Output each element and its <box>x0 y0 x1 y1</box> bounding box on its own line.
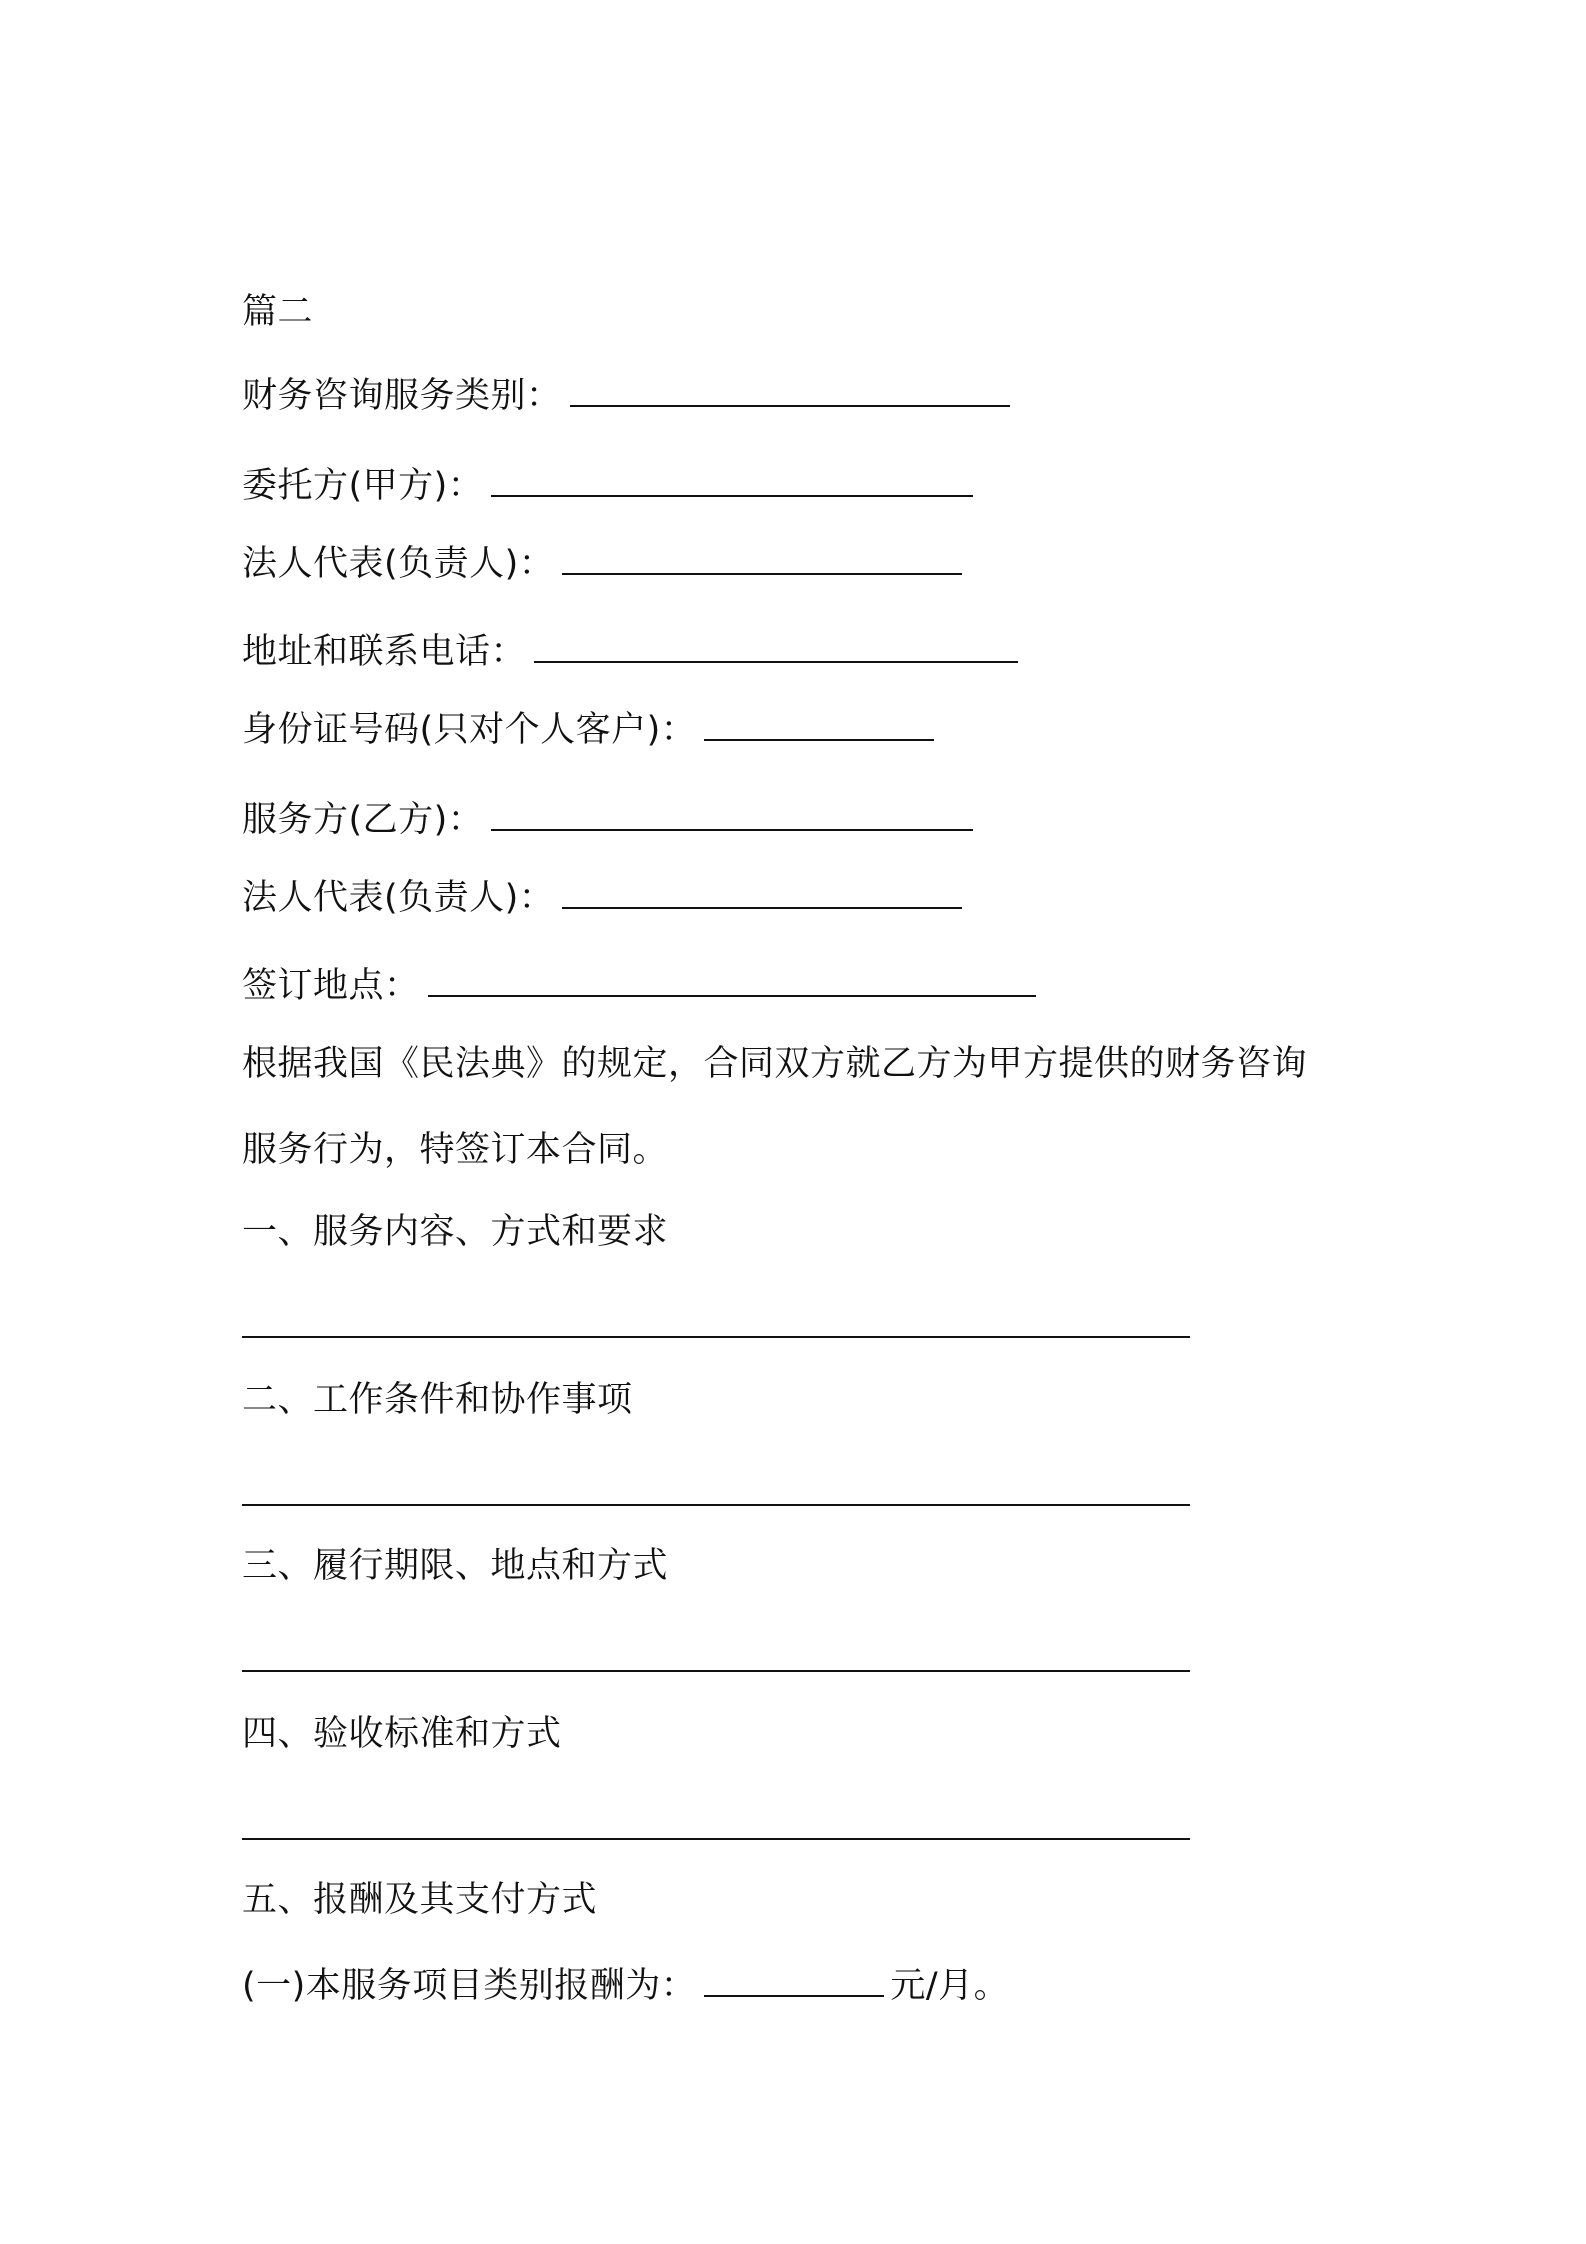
service-category-blank[interactable] <box>570 375 1010 407</box>
address-phone-blank[interactable] <box>534 631 1018 663</box>
preamble-line-1 <box>242 1042 1307 1086</box>
preamble-text-1: 根据我国《民法典》的规定，合同双方就乙方为甲方提供的财务咨询 <box>242 1044 1308 1084</box>
section-heading-5-text: 五、报酬及其支付方式 <box>242 1880 598 1920</box>
client-rep-row <box>242 542 962 586</box>
section-title-text: 篇二 <box>242 292 314 332</box>
provider-label: 服务方(乙方)： <box>242 800 484 840</box>
section-heading-1 <box>242 1210 668 1254</box>
preamble-line-2 <box>242 1128 668 1172</box>
provider-rep-row <box>242 876 962 920</box>
service-category-label: 财务咨询服务类别： <box>242 376 562 416</box>
provider-rep-label: 法人代表(负责人)： <box>242 878 555 918</box>
section-heading-5 <box>242 1878 597 1922</box>
section-3-blank[interactable] <box>242 1670 1190 1672</box>
client-rep-blank[interactable] <box>562 543 962 575</box>
client-blank[interactable] <box>491 465 973 497</box>
signing-place-label: 签订地点： <box>242 966 420 1006</box>
signing-place-blank[interactable] <box>428 965 1036 997</box>
section-heading-4 <box>242 1712 562 1756</box>
id-number-label: 身份证号码(只对个人客户)： <box>242 710 697 750</box>
section-heading-3-text: 三、履行期限、地点和方式 <box>242 1546 669 1586</box>
payment-label: (一)本服务项目类别报酬为： <box>242 1966 697 2006</box>
section-heading-4-text: 四、验收标准和方式 <box>242 1714 562 1754</box>
section-title <box>242 290 313 334</box>
id-number-blank[interactable] <box>704 709 934 741</box>
client-rep-label: 法人代表(负责人)： <box>242 544 555 584</box>
payment-amount-blank[interactable] <box>704 1965 884 1997</box>
section-heading-2 <box>242 1378 633 1422</box>
address-phone-row <box>242 630 1018 674</box>
signing-place-row <box>242 964 1036 1008</box>
section-heading-1-text: 一、服务内容、方式和要求 <box>242 1212 669 1252</box>
provider-rep-blank[interactable] <box>562 877 962 909</box>
section-heading-3 <box>242 1544 668 1588</box>
provider-row <box>242 798 973 842</box>
payment-unit: 元/月。 <box>890 1966 1010 2006</box>
client-row <box>242 464 973 508</box>
address-phone-label: 地址和联系电话： <box>242 632 527 672</box>
section-1-blank[interactable] <box>242 1336 1190 1338</box>
client-label: 委托方(甲方)： <box>242 466 484 506</box>
service-category-row <box>242 374 1010 418</box>
payment-row <box>242 1964 1009 2008</box>
section-heading-2-text: 二、工作条件和协作事项 <box>242 1380 633 1420</box>
provider-blank[interactable] <box>491 799 973 831</box>
section-2-blank[interactable] <box>242 1504 1190 1506</box>
preamble-text-2: 服务行为，特签订本合同。 <box>242 1130 669 1170</box>
section-4-blank[interactable] <box>242 1838 1190 1840</box>
id-number-row <box>242 708 934 752</box>
